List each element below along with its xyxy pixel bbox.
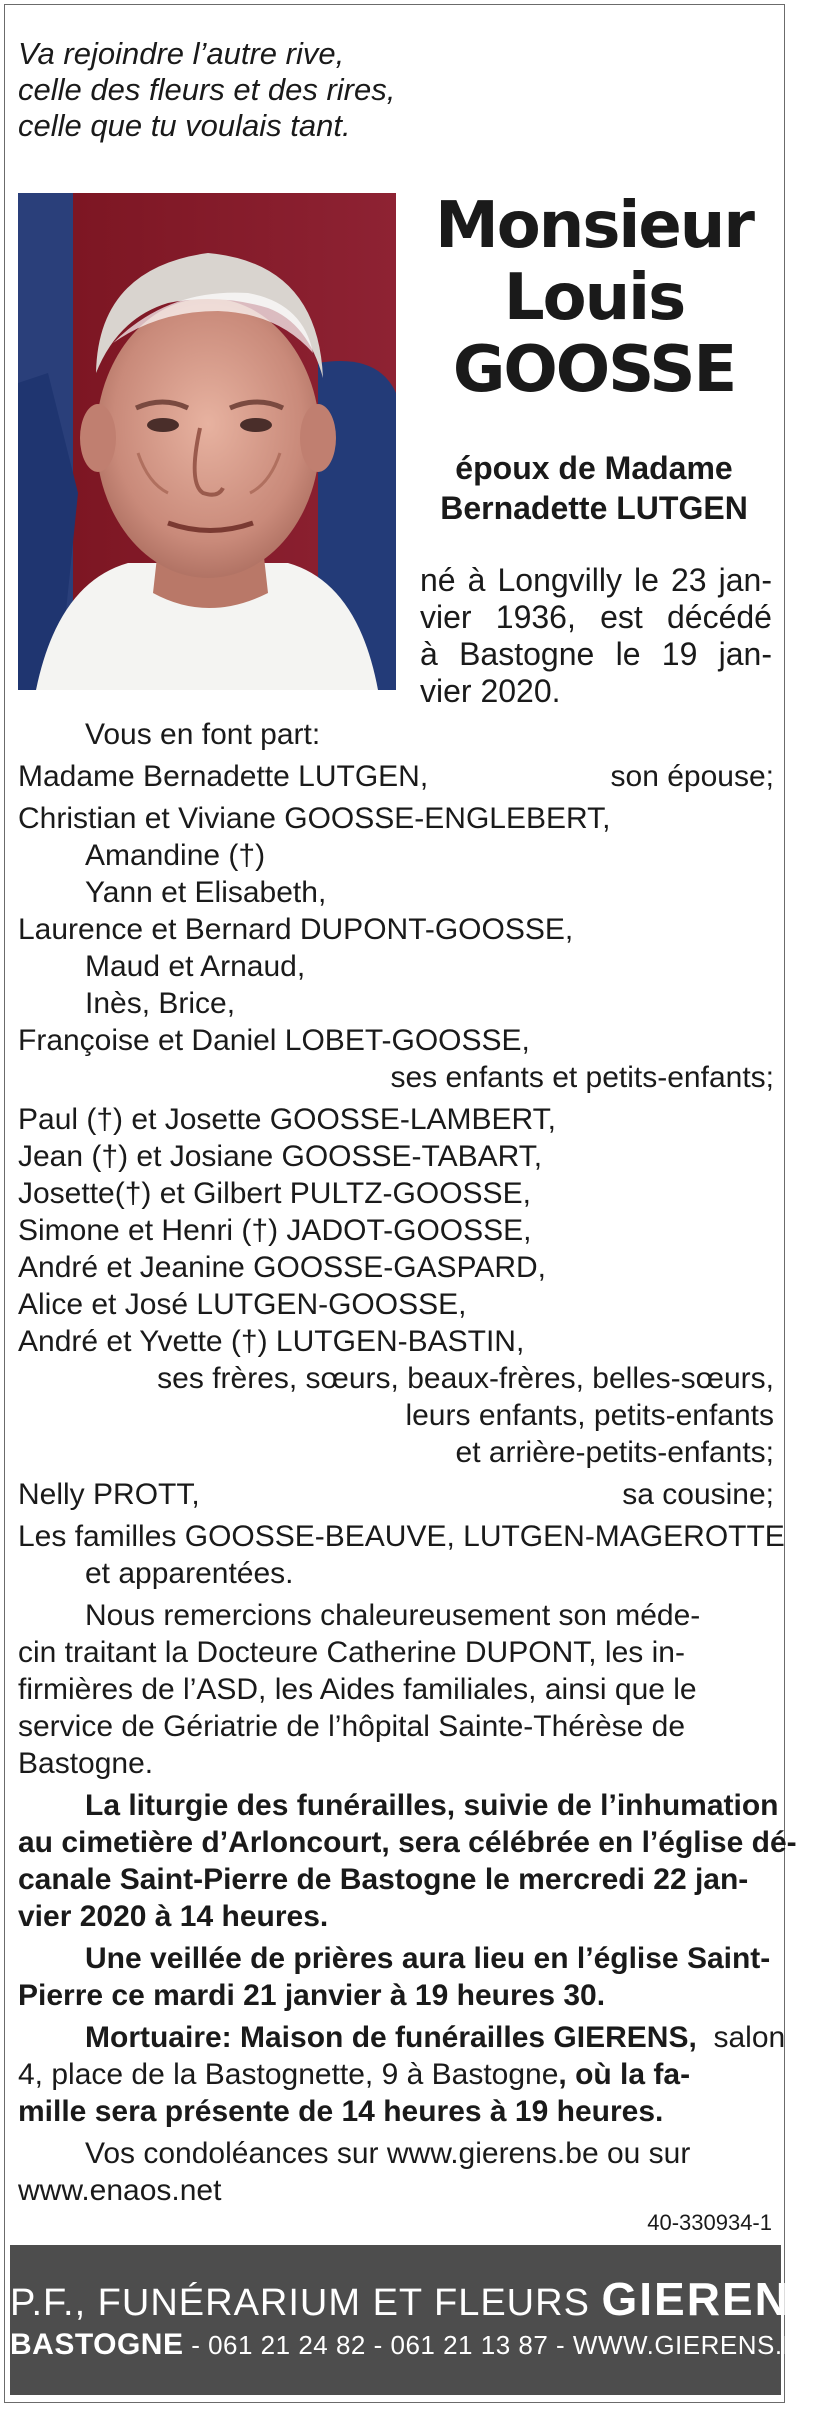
text-line: service de Gériatrie de l’hôpital Sainte-Thérèse de <box>18 1710 686 1743</box>
text-line: 4, place de la Bastognette, 9 à Bastogne, où la fa- <box>18 2058 691 2091</box>
name-first: Louis <box>503 261 685 335</box>
list-item: Josette(†) et Gilbert PULTZ-GOOSSE, <box>18 1177 531 1210</box>
wife-row <box>18 758 774 795</box>
families-line: Les familles GOOSSE-BEAUVE, LUTGEN-MAGEROTTE <box>18 1520 785 1553</box>
list-item: Alice et José LUTGEN-GOOSSE, <box>18 1288 467 1321</box>
text-line: Mortuaire: Maison de funérailles GIERENS, salon <box>85 2021 786 2054</box>
list-item: Françoise et Daniel LOBET-GOOSSE, <box>18 1024 530 1057</box>
banner-brand: GIERENS <box>601 2273 823 2325</box>
list-item: Yann et Elisabeth, <box>85 876 327 909</box>
funeral-home-banner <box>10 2245 823 2395</box>
siblings-role: leurs enfants, petits-enfants <box>405 1399 774 1432</box>
text-line: canale Saint-Pierre de Bastogne le mercredi 22 jan- <box>18 1863 749 1896</box>
list-item: Amandine (†) <box>85 839 266 872</box>
birth-death-paragraph <box>420 562 772 710</box>
name-last: GOOSSE <box>452 333 736 407</box>
families-line: et apparentées. <box>85 1557 294 1590</box>
text-line: vier 1936, est décédé <box>420 599 772 635</box>
thanks-paragraph <box>18 1597 774 1782</box>
cousin-name: Nelly PROTT, <box>18 1478 200 1511</box>
text-line: La liturgie des funérailles, suivie de l’inhumation <box>85 1789 779 1822</box>
poem-line: celle des fleurs et des rires, <box>18 72 396 107</box>
wife-role: son épouse; <box>610 760 774 793</box>
spouse-line <box>404 448 784 528</box>
poem-line: celle que tu voulais tant. <box>18 108 351 143</box>
text-line: vier 2020 à 14 heures. <box>18 1900 329 1933</box>
reference-number: 40-330934-1 <box>647 2210 772 2235</box>
text-line: Pierre ce mardi 21 janvier à 19 heures 30. <box>18 1979 606 2012</box>
deceased-name <box>404 190 784 406</box>
text-line: Bastogne. <box>18 1747 154 1780</box>
spouse-text: époux de Madame <box>455 450 733 486</box>
condolences-link[interactable]: www.enaos.net <box>18 2174 222 2207</box>
list-item: Simone et Henri (†) JADOT-GOOSSE, <box>18 1214 532 1247</box>
banner-contact <box>10 2327 819 2363</box>
siblings-role: ses frères, sœurs, beaux-frères, belles-sœurs, <box>157 1362 774 1395</box>
text-line: à Bastogne le 19 jan- <box>420 636 772 672</box>
intro-text: Vous en font part: <box>85 718 321 751</box>
text-line: firmières de l’ASD, les Aides familiales, ainsi que le <box>18 1673 697 1706</box>
poem-line: Va rejoindre l’autre rive, <box>18 36 345 71</box>
list-item: André et Yvette (†) LUTGEN-BASTIN, <box>18 1325 525 1358</box>
family-list <box>18 716 797 2209</box>
banner-line <box>10 2245 823 2327</box>
cousin-role: sa cousine; <box>622 1478 774 1511</box>
siblings-role: et arrière-petits-enfants; <box>455 1436 774 1469</box>
list-item: Inès, Brice, <box>85 987 236 1020</box>
list-item: Maud et Arnaud, <box>85 950 306 983</box>
list-item: Jean (†) et Josiane GOOSSE-TABART, <box>18 1140 543 1173</box>
children-role: ses enfants et petits-enfants; <box>390 1061 774 1094</box>
text-line: cin traitant la Docteure Catherine DUPONT, les in- <box>18 1636 685 1669</box>
banner-prefix: P.F., FUNÉRARIUM ET FLEURS <box>10 2282 590 2324</box>
vigil-paragraph <box>18 1940 774 2014</box>
name-title: Monsieur <box>435 189 753 263</box>
text-line: vier 2020. <box>420 673 561 709</box>
liturgy-paragraph <box>18 1787 797 1935</box>
condolences-paragraph <box>18 2135 774 2209</box>
list-item: André et Jeanine GOOSSE-GASPARD, <box>18 1251 547 1284</box>
banner-city: BASTOGNE <box>10 2328 184 2361</box>
text-line: Vos condoléances sur www.gierens.be ou sur <box>85 2137 691 2170</box>
wife-name: Madame Bernadette LUTGEN, <box>18 760 429 793</box>
list-item: Paul (†) et Josette GOOSSE-LAMBERT, <box>18 1103 556 1136</box>
cousin-row <box>18 1476 774 1513</box>
text-line: né à Longvilly le 23 jan- <box>420 562 772 598</box>
list-item: Laurence et Bernard DUPONT-GOOSSE, <box>18 913 574 946</box>
mortuary-paragraph <box>18 2019 786 2130</box>
banner-phones: - 061 21 24 82 - 061 21 13 87 - WWW.GIERENS.BE <box>183 2330 819 2360</box>
text-line: Nous remercions chaleureusement son méde- <box>85 1599 701 1632</box>
text-line: mille sera présente de 14 heures à 19 heures. <box>18 2095 664 2128</box>
portrait-photo <box>18 193 396 690</box>
text-line: au cimetière d’Arloncourt, sera célébrée en l’église dé- <box>18 1826 797 1859</box>
spouse-text: Bernadette LUTGEN <box>440 490 748 526</box>
list-item: Christian et Viviane GOOSSE-ENGLEBERT, <box>18 802 611 835</box>
poem <box>18 36 395 144</box>
text-line: Une veillée de prières aura lieu en l’église Saint- <box>85 1942 771 1975</box>
